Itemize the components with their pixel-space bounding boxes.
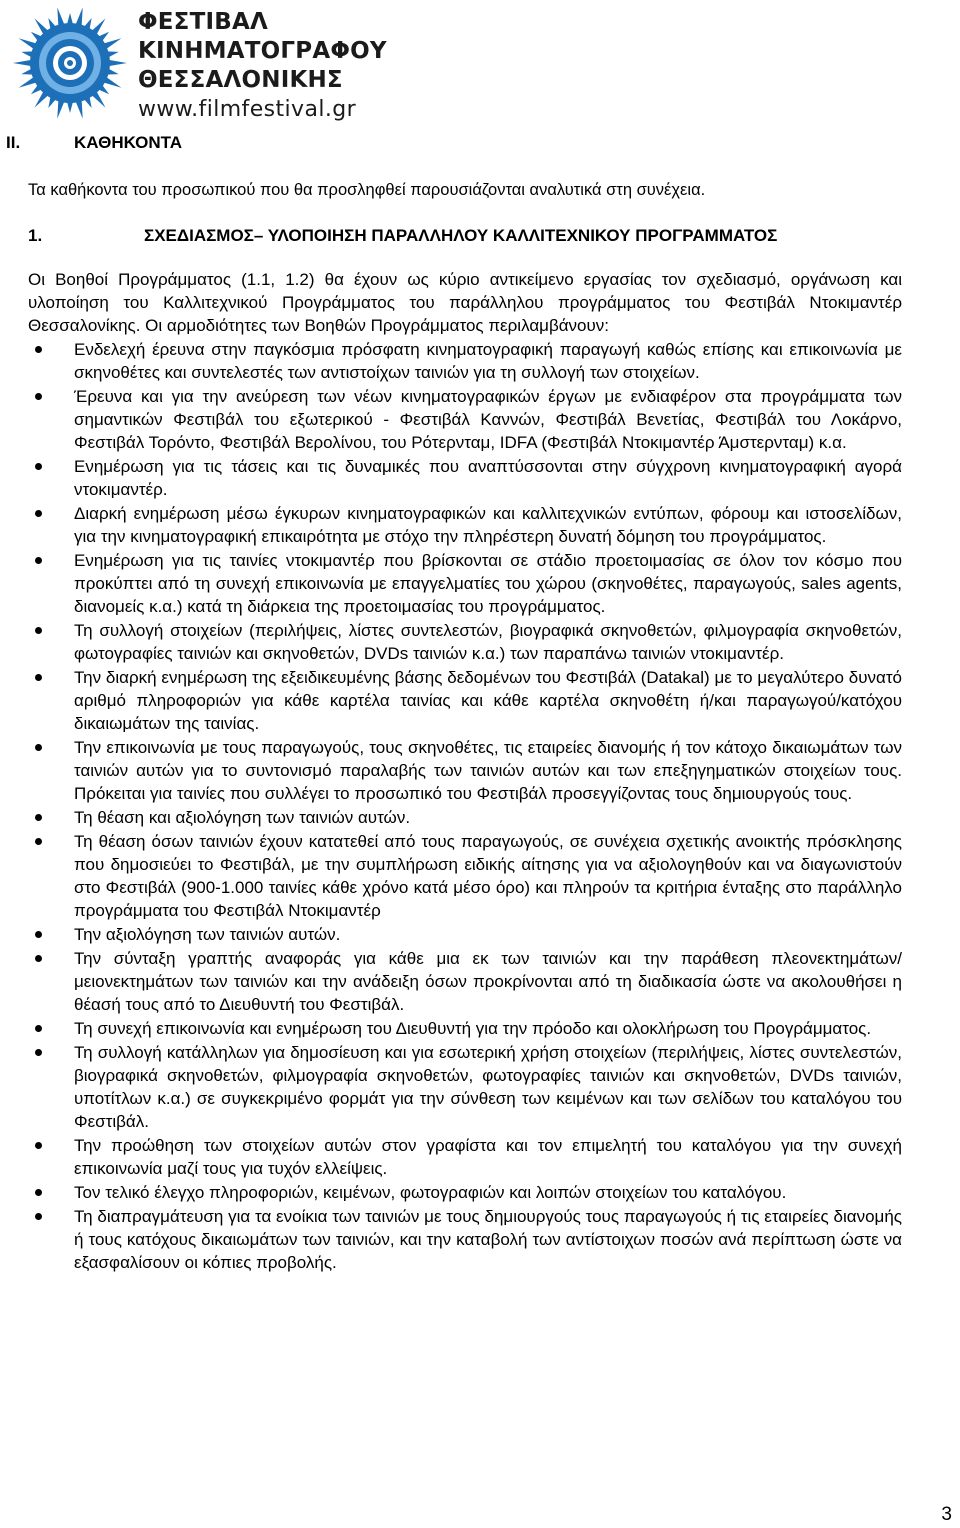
subsection-heading bbox=[28, 225, 777, 247]
bullet-icon bbox=[35, 346, 42, 353]
bullet-icon bbox=[35, 1025, 42, 1032]
section-number: II. bbox=[6, 133, 21, 152]
list-item: Ενημέρωση για τις ταινίες ντοκιμαντέρ που βρίσκονται σε στάδιο προετοιμασίας σε όλον τον κόσμο που προκύπτει από τη συνεχή επικοινωνία με επαγγελματίες του χώρου (σκηνοθέτες, παραγωγούς, sales agents, διανομείς κ.α.) κατά τη διάρκεια της προετοιμασίας του προγράμματος. bbox=[28, 549, 902, 618]
list-item: Τη διαπραγμάτευση για τα ενοίκια των ταινιών με τους δημιουργούς τους παραγωγούς ή τις εταιρείες διανομής ή τους κατόχους δικαιωμάτων των ταινιών, και την καταβολή των αντίστοιχων ποσών ανά περίπτωση ώστε να εξασφαλίσουν οι κόπιες προβολής. bbox=[28, 1205, 902, 1274]
bullet-icon bbox=[35, 393, 42, 400]
bullet-icon bbox=[35, 510, 42, 517]
role-paragraph bbox=[28, 268, 902, 337]
list-item: Την προώθηση των στοιχείων αυτών στον γραφίστα και τον επιμελητή του καταλόγου για την συνεχή επικοινωνία μαζί τους για τυχόν ελλείψεις. bbox=[28, 1134, 902, 1180]
duties-list bbox=[28, 338, 902, 1274]
subsection-title: ΣΧΕΔΙΑΣΜΟΣ– ΥΛΟΠΟΙΗΣΗ ΠΑΡΑΛΛΗΛΟΥ ΚΑΛΛΙΤΕΧΝΙΚΟΥ ΠΡΟΓΡΑΜΜΑΤΟΣ bbox=[144, 226, 778, 245]
brand-line-1: ΦΕΣΤΙΒΑΛ bbox=[138, 9, 268, 35]
intro-paragraph: Τα καθήκοντα του προσωπικού που θα προσληφθεί παρουσιάζονται αναλυτικά στη συνέχεια. bbox=[28, 181, 706, 199]
bullet-icon bbox=[35, 955, 42, 962]
brand-url: www.filmfestival.gr bbox=[138, 97, 357, 122]
brand-line-2: ΚΙΝΗΜΑΤΟΓΡΑΦΟΥ bbox=[138, 38, 387, 64]
logo-ray bbox=[108, 60, 127, 66]
list-item: Ενημέρωση για τις τάσεις και τις δυναμικές που αναπτύσσονται στην σύγχρονη κινηματογραφική αγορά ντοκιμαντέρ. bbox=[28, 455, 902, 501]
bullet-icon bbox=[35, 557, 42, 564]
list-item: Ενδελεχή έρευνα στην παγκόσμια πρόσφατη κινηματογραφική παραγωγή καθώς επίσης και επικοινωνία με σκηνοθέτες και συντελεστές των αντιστοίχων ταινιών για τη συλλογή των στοιχείων. bbox=[28, 338, 902, 384]
bullet-icon bbox=[35, 931, 42, 938]
role-lead: Οι Βοηθοί Προγράμματος (1.1, 1.2) bbox=[28, 270, 315, 289]
bullet-icon bbox=[35, 627, 42, 634]
section-heading bbox=[6, 132, 182, 154]
logo-ray bbox=[13, 60, 32, 66]
bullet-icon bbox=[35, 463, 42, 470]
page-number: 3 bbox=[941, 1504, 952, 1525]
bullet-icon bbox=[35, 814, 42, 821]
bullet-icon bbox=[35, 838, 42, 845]
list-item: Τον τελικό έλεγχο πληροφοριών, κειμένων, φωτογραφιών και λοιπών στοιχείων του καταλόγου. bbox=[28, 1181, 902, 1204]
list-item: Την αξιολόγηση των ταινιών αυτών. bbox=[28, 923, 902, 946]
bullet-icon bbox=[35, 1189, 42, 1196]
subsection-number: 1. bbox=[28, 226, 43, 245]
main-content bbox=[28, 268, 902, 1274]
list-item: Τη συλλογή κατάλληλων για δημοσίευση και για εσωτερική χρήση στοιχείων (περιλήψεις, λίστες συντελεστών, βιογραφικά σκηνοθετών, φιλμογραφία σκηνοθετών, φωτογραφίες ταινιών και σκηνοθετών, DVDs ταινιών, υποτίτλων κ.α.) σε συγκεκριμένο φορμάτ για την σύνθεση των κειμένων και των σελίδων του καταλόγου του Φεστιβάλ. bbox=[28, 1041, 902, 1133]
list-item: Την επικοινωνία με τους παραγωγούς, τους σκηνοθέτες, τις εταιρείες διανομής ή τον κάτοχο δικαιωμάτων των ταινιών αυτών για το συντονισμό παραλαβής των ταινιών αυτών και των επεξηγηματικών στοιχείων τους. Πρόκειται για ταινίες που συλλέγει το προσωπικό του Φεστιβάλ προσεγγίζοντας τους δημιουργούς τους. bbox=[28, 736, 902, 805]
list-item: Την σύνταξη γραπτής αναφοράς για κάθε μια εκ των ταινιών και την παράθεση πλεονεκτημάτων/μειονεκτημάτων των ταινιών και την ανάδειξη όσων προκρίνονται από τη διαδικασία ώστε να ακολουθήσει η θέασή τους από το Διευθυντή του Φεστιβάλ. bbox=[28, 947, 902, 1016]
role-text: θα έχουν ως κύριο αντικείμενο εργασίας τον σχεδιασμό, οργάνωση και υλοποίηση του Καλλιτεχνικού Προγράμματος του παράλληλου προγράμματος του Φεστιβάλ Ντοκιμαντέρ Θεσσαλονίκης. Οι αρμοδιότητες των Βοηθών Προγράμματος περιλαμβάνουν: bbox=[28, 270, 903, 335]
bullet-icon bbox=[35, 1142, 42, 1149]
bullet-icon bbox=[35, 1049, 42, 1056]
bullet-icon bbox=[35, 744, 42, 751]
section-title: ΚΑΘΗΚΟΝΤΑ bbox=[74, 133, 182, 152]
list-item: Την διαρκή ενημέρωση της εξειδικευμένης βάσης δεδομένων του Φεστιβάλ (Datakal) με το μεγαλύτερο δυνατό αριθμό πληροφοριών για κάθε καρτέλα ταινίας και κάθε καρτέλα σκηνοθέτη ή/και παραγωγού/κατόχου δικαιωμάτων της ταινίας. bbox=[28, 666, 902, 735]
list-item: Τη συλλογή στοιχείων (περιλήψεις, λίστες συντελεστών, βιογραφικά σκηνοθετών, φιλμογραφία σκηνοθετών, φωτογραφίες ταινιών και σκηνοθετών, DVDs ταινιών κ.α.) των παραπάνω ταινιών ντοκιμαντέρ. bbox=[28, 619, 902, 665]
list-item: Τη θέαση όσων ταινιών έχουν κατατεθεί από τους παραγωγούς, σε συνέχεια σχετικής ανοικτής πρόσκλησης που δημοσιεύει το Φεστιβάλ, με την συμπλήρωση ειδικής αίτησης για να αξιολογηθούν και να διαγωνιστούν στο Φεστιβάλ (900-1.000 ταινίες κάθε χρόνο κατά μέσο όρο) και πληρούν τα κριτήρια ένταξης στο παράλληλο προγράμματα του Φεστιβάλ Ντοκιμαντέρ bbox=[28, 830, 902, 922]
list-item: Τη συνεχή επικοινωνία και ενημέρωση του Διευθυντή για την πρόοδο και ολοκλήρωση του Προγράμματος. bbox=[28, 1017, 902, 1040]
list-item: Τη θέαση και αξιολόγηση των ταινιών αυτών. bbox=[28, 806, 902, 829]
brand-line-3: ΘΕΣΣΑΛΟΝΙΚΗΣ bbox=[138, 67, 343, 93]
festival-logo-icon bbox=[10, 6, 132, 124]
bullet-icon bbox=[35, 1213, 42, 1220]
list-item: Διαρκή ενημέρωση μέσω έγκυρων κινηματογραφικών και καλλιτεχνικών εντύπων, φόρουμ και ιστοσελίδων, για την κινηματογραφική επικαιρότητα με στόχο την πληρέστερη δυνατή δόμηση του προγράμματος. bbox=[28, 502, 902, 548]
bullet-icon bbox=[35, 674, 42, 681]
festival-brand bbox=[138, 8, 387, 124]
list-item: Έρευνα και για την ανεύρεση των νέων κινηματογραφικών έργων με ενδιαφέρον στα προγράμματα των σημαντικών Φεστιβάλ του εξωτερικού - Φεστιβάλ Καννών, Φεστιβάλ Βενετίας, Φεστιβάλ του Λοκάρνο, Φεστιβάλ Τορόντο, Φεστιβάλ Βερολίνου, του Ρότερνταμ, IDFA (Φεστιβάλ Ντοκιμαντέρ Άμστερνταμ) κ.α. bbox=[28, 385, 902, 454]
